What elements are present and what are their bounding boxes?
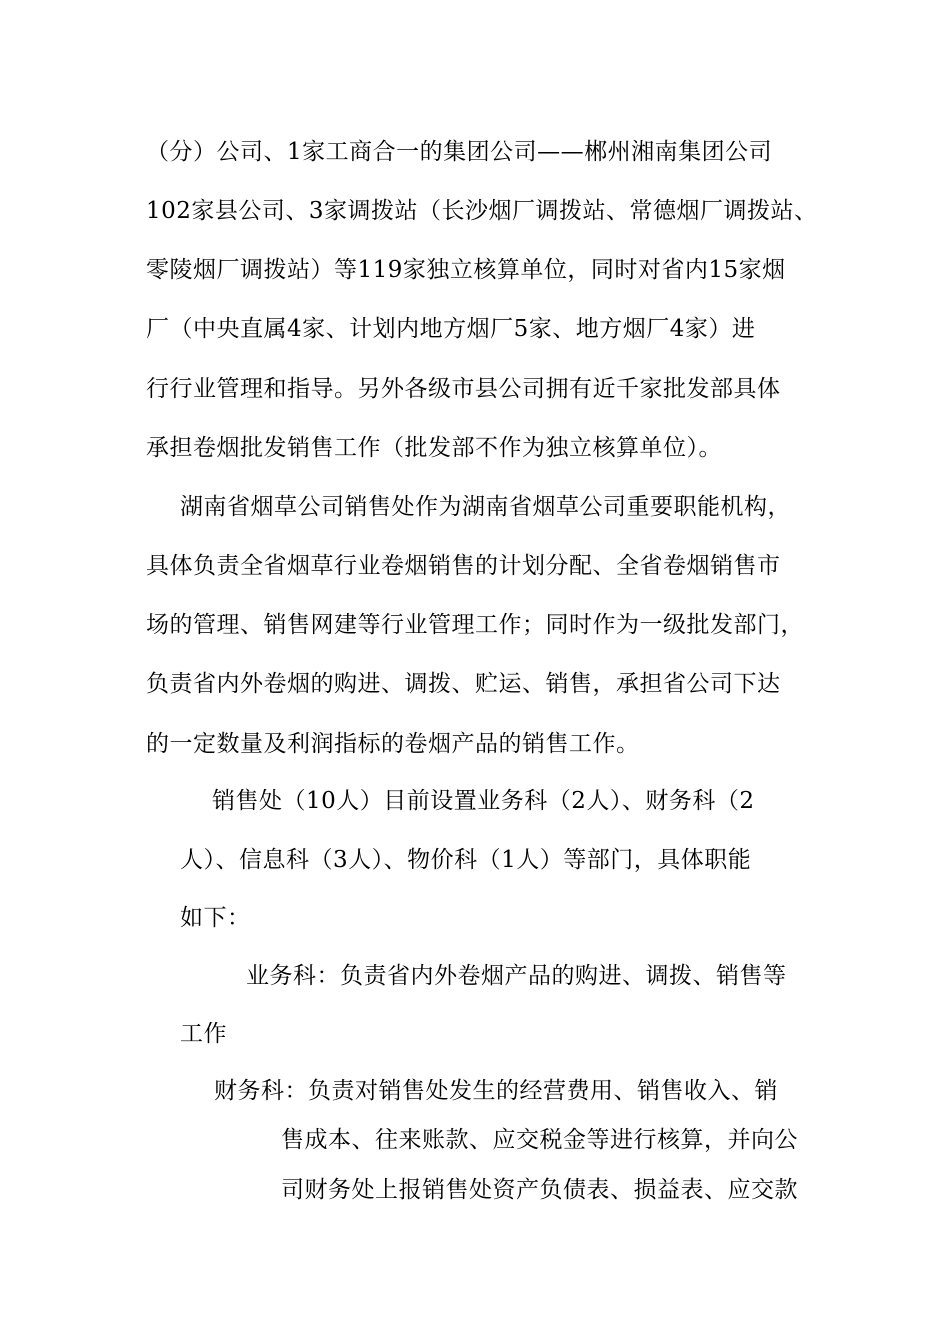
paragraph-line: 具体负责全省烟草行业卷烟销售的计划分配、全省卷烟销售市	[146, 553, 781, 579]
paragraph-line: 场的管理、销售网建等行业管理工作；同时作为一级批发部门，	[146, 612, 804, 638]
paragraph-line: 司财务处上报销售处资产负债表、损益表、应交款	[281, 1177, 798, 1203]
paragraph-line: 零陵烟厂调拨站）等119家独立核算单位，同时对省内15家烟	[146, 257, 786, 283]
paragraph-line: （分）公司、1家工商合一的集团公司——郴州湘南集团公司	[146, 139, 773, 165]
paragraph-line: 业务科：负责省内外卷烟产品的购进、调拨、销售等	[246, 963, 787, 989]
paragraph-line: 承担卷烟批发销售工作（批发部不作为独立核算单位）。	[146, 435, 722, 461]
paragraph-line: 财务科：负责对销售处发生的经营费用、销售收入、销	[214, 1078, 778, 1104]
paragraph-line: 如下：	[180, 905, 251, 931]
paragraph-line: 的一定数量及利润指标的卷烟产品的销售工作。	[146, 731, 640, 757]
paragraph-line: 行行业管理和指导。另外各级市县公司拥有近千家批发部具体	[146, 376, 781, 402]
paragraph-line: 工作	[180, 1021, 227, 1047]
paragraph-line: 人）、信息科（3人）、物价科（1人）等部门，具体职能	[180, 847, 752, 873]
paragraph-line: 厂（中央直属4家、计划内地方烟厂5家、地方烟厂4家）进	[146, 316, 756, 342]
paragraph-line: 负责省内外卷烟的购进、调拨、贮运、销售，承担省公司下达	[146, 671, 781, 697]
paragraph-line: 102家县公司、3家调拨站（长沙烟厂调拨站、常德烟厂调拨站、	[146, 198, 818, 224]
paragraph-line: 售成本、往来账款、应交税金等进行核算，并向公	[281, 1127, 798, 1153]
paragraph-line: 湖南省烟草公司销售处作为湖南省烟草公司重要职能机构，	[180, 494, 791, 520]
paragraph-line: 销售处（10人）目前设置业务科（2人）、财务科（2	[212, 788, 755, 814]
